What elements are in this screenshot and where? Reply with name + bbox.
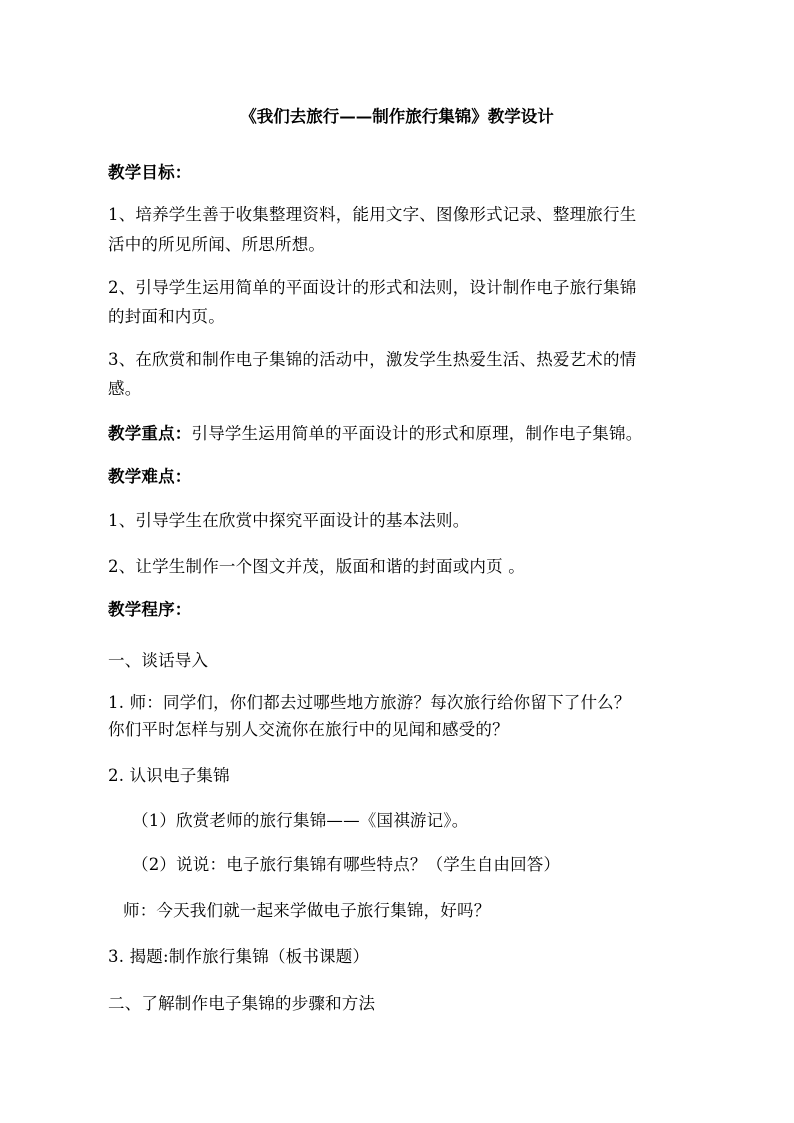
key-point-label: 教学重点： bbox=[108, 424, 192, 443]
difficulty-2: 2、让学生制作一个图文并茂，版面和谐的封面或内页 。 bbox=[108, 557, 525, 576]
key-point-text: 引导学生运用简单的平面设计的形式和原理，制作电子集锦。 bbox=[191, 424, 643, 443]
objective-2-line-2: 的封面和内页。 bbox=[108, 307, 225, 326]
step-1-line-1: 1. 师：同学们，你们都去过哪些地方旅游？每次旅行给你留下了什么？ bbox=[108, 693, 631, 712]
document-title: 《我们去旅行——制作旅行集锦》教学设计 bbox=[240, 107, 554, 126]
difficulties-heading: 教学难点： bbox=[108, 467, 192, 486]
step-2-sub-1: （1）欣赏老师的旅行集锦——《国祺游记》。 bbox=[132, 811, 469, 830]
objective-1-line-2: 活中的所见所闻、所思所想。 bbox=[108, 235, 326, 254]
section-1-title: 一、谈话导入 bbox=[108, 651, 209, 670]
step-2-title: 2. 认识电子集锦 bbox=[108, 766, 230, 785]
objective-1-line-1: 1、培养学生善于收集整理资料，能用文字、图像形式记录、整理旅行生 bbox=[108, 205, 637, 224]
objective-3-line-1: 3、在欣赏和制作电子集锦的活动中，激发学生热爱生活、热爱艺术的情 bbox=[108, 350, 637, 369]
step-2-sub-2: （2）说说：电子旅行集锦有哪些特点？（学生自由回答） bbox=[132, 855, 561, 874]
step-3: 3. 揭题:制作旅行集锦（板书课题） bbox=[108, 947, 370, 966]
objectives-heading: 教学目标： bbox=[108, 163, 192, 182]
section-2-title: 二、了解制作电子集锦的步骤和方法 bbox=[108, 994, 376, 1013]
teacher-remark: 师：今天我们就一起来学做电子旅行集锦，好吗？ bbox=[123, 901, 491, 920]
objective-3-line-2: 感。 bbox=[108, 379, 142, 398]
objective-2-line-1: 2、引导学生运用简单的平面设计的形式和法则，设计制作电子旅行集锦 bbox=[108, 278, 637, 297]
step-1-line-2: 你们平时怎样与别人交流你在旅行中的见闻和感受的？ bbox=[108, 720, 509, 739]
key-point-paragraph bbox=[108, 421, 642, 447]
difficulty-1: 1、引导学生在欣赏中探究平面设计的基本法则。 bbox=[108, 511, 470, 530]
procedure-heading: 教学程序： bbox=[108, 600, 192, 619]
